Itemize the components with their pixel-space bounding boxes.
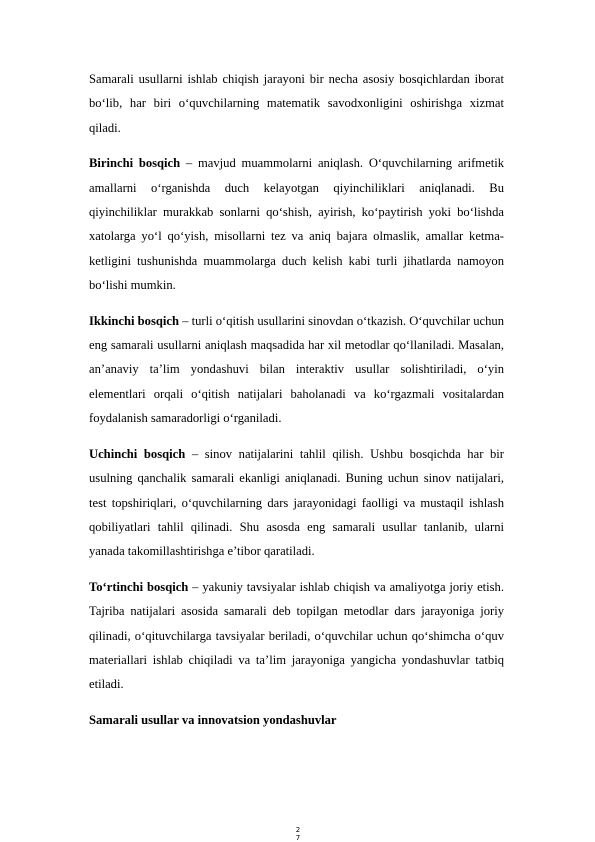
page-number <box>293 826 303 842</box>
stage-1-title: Birinchi bosqich <box>89 156 181 171</box>
stage-3-paragraph <box>89 442 504 564</box>
stage-2-paragraph <box>89 309 504 431</box>
stage-1-paragraph <box>89 151 504 297</box>
stage-3-text: – sinov natijalarini tahlil qilish. Ushbu bosqichda har bir usulning qanchalik samarali ekanligi aniqlanadi. Buning uchun sinov natijalari, test topshiriqlari, o‘quvchilarning dars jarayonidagi faolligi va mustaqil ishlash qobiliyatlari tahlil qilinadi. Shu asosda eng samarali usullar tanlanib, ularni yanada takomillashtirishga e’tibor qaratiladi. <box>89 446 504 559</box>
stage-2-title: Ikkinchi bosqich <box>89 313 179 328</box>
stage-4-text: – yakuniy tavsiyalar ishlab chiqish va amaliyotga joriy etish. Tajriba natijalari asosida samarali deb topilgan metodlar dars jarayoniga joriy qilinadi, o‘qituvchilarga tavsiyalar beriladi, o‘quvchilar uchun qo‘shimcha o‘quv materiallari ishlab chiqiladi va ta’lim jarayoniga yangicha yondashuvlar tatbiq etiladi. <box>89 579 505 692</box>
stage-3-title: Uchinchi bosqich <box>89 446 186 461</box>
page-number-digit-2: 7 <box>295 834 301 842</box>
stage-4-title: To‘rtinchi bosqich <box>89 579 189 594</box>
document-body <box>89 67 504 732</box>
stage-2-text: – turli o‘qitish usullarini sinovdan o‘tkazish. O‘quvchilar uchun eng samarali usullarni aniqlash maqsadida har xil metodlar qo‘llaniladi. Masalan, an’anaviy ta’lim yondashuvi bilan interaktiv usullar solishtiriladi, o‘yin elementlari orqali o‘qitish natijalari baholanadi va ko‘rgazmali vositalardan foydalanish samaradorligi o‘rganiladi. <box>89 313 505 426</box>
stage-4-paragraph <box>89 575 504 697</box>
page-number-digit-1: 2 <box>295 826 301 834</box>
intro-paragraph: Samarali usullarni ishlab chiqish jarayoni bir necha asosiy bosqichlardan iborat bo‘lib, har biri o‘quvchilarning matematik savodxonligini oshirishga xizmat qiladi. <box>89 72 504 135</box>
stage-1-text: – mavjud muammolarni aniqlash. O‘quvchilarning arifmetik amallarni o‘rganishda duch kelayotgan qiyinchiliklari aniqlanadi. Bu qiyinchiliklar murakkab sonlarni qo‘shish, ayirish, ko‘paytirish yoki bo‘lishda xatolarga yo‘l qo‘yish, misollarni tez va aniq bajara olmaslik, amallar ketma-ketligini tushunishda muammolarga duch kelish kabi turli jihatlarda namoyon bo‘lishi mumkin. <box>89 156 504 293</box>
section-heading: Samarali usullar va innovatsion yondashuvlar <box>89 712 337 727</box>
